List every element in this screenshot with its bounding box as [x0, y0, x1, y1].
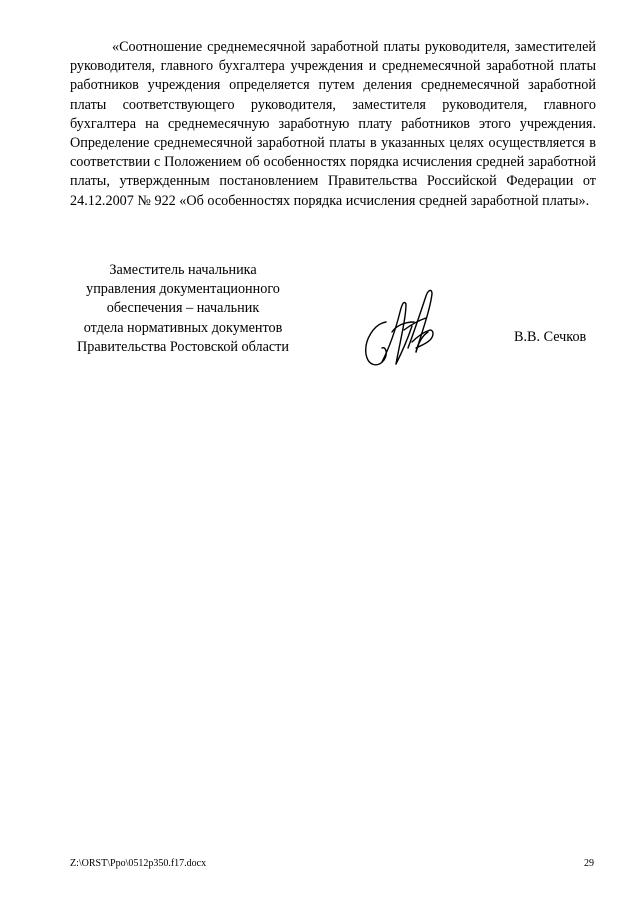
signatory-title-line: управления документационного: [86, 281, 280, 298]
signatory-title: [60, 261, 306, 357]
handwritten-signature: [356, 282, 440, 374]
footer-file-path: Z:\ORST\Ppo\0512p350.f17.docx: [70, 858, 207, 869]
footer-page-number: 29: [584, 858, 594, 869]
signatory-title-line: обеспечения – начальник: [106, 300, 260, 317]
signatory-name: В.В. Сечков: [514, 329, 587, 345]
signatory-title-line: отдела нормативных документов: [83, 319, 283, 336]
signatory-title-line: Заместитель начальника: [109, 262, 257, 278]
body-paragraph: «Соотношение среднемесячной заработной платы руководителя, заместителей руководителя, главного бухгалтера учреждения и среднемесячной заработной платы работников учреждения определяется путем деления среднемесячной заработной платы соответствующего руководителя, заместителя руководителя, главного бухгалтера на среднемесячную заработную плату работников этого учреждения. Определение среднемесячной заработной платы в указанных целях осуществляется в соответствии с Положением об особенностях порядка исчисления средней заработной платы, утвержденным постановлением Правительства Российской Федерации от 24.12.2007 № 922 «Об особенностях порядка исчисления средней заработной платы».: [70, 39, 596, 209]
signatory-title-line: Правительства Ростовской области: [77, 338, 289, 355]
